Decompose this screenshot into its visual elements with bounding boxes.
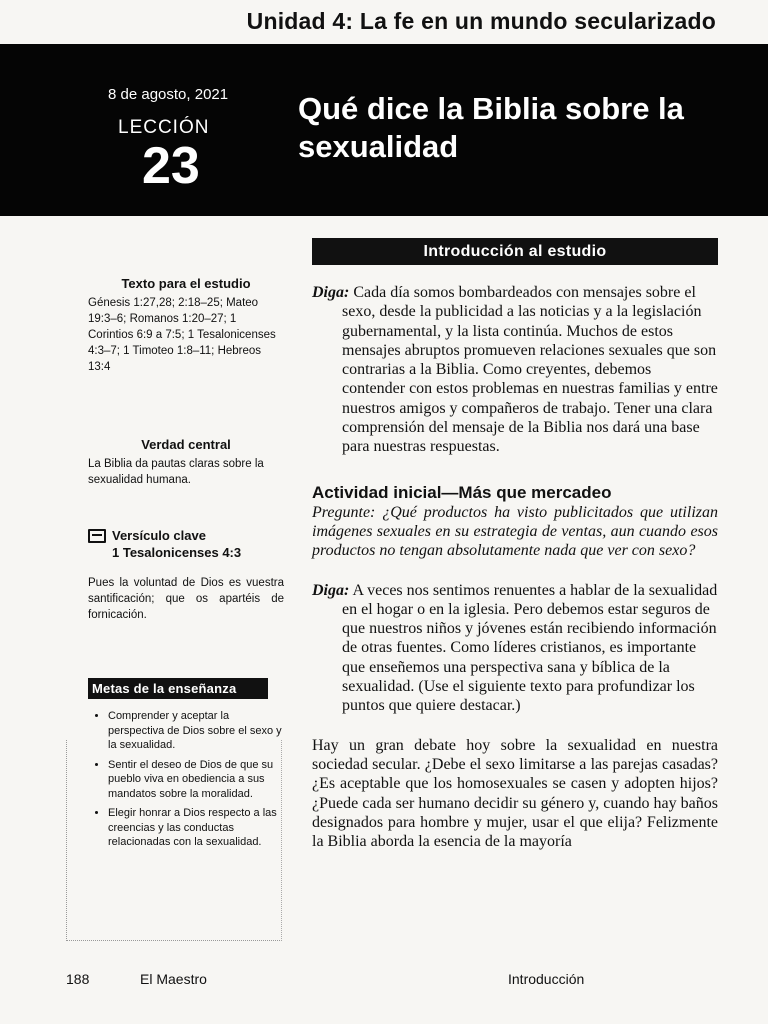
central-truth-heading: Verdad central bbox=[141, 437, 231, 452]
unit-title: Unidad 4: La fe en un mundo secularizado bbox=[246, 8, 716, 34]
goal-item: • Elegir honrar a Dios respecto a las creencias y las conductas relacionadas con la sexualidad. bbox=[108, 806, 286, 850]
key-verse-text: Pues la voluntad de Dios es vuestra santificación; que os apartéis de fornicación. bbox=[88, 577, 284, 621]
lesson-number: 23 bbox=[142, 137, 200, 195]
activity-heading: Actividad inicial—Más que mercadeo bbox=[312, 482, 612, 502]
intro-paragraph-text: Cada día somos bombardeados con mensajes sobre el sexo, desde la publicidad a las noticias y a la legislación gubernamental, y la lista continúa. Muchos de estos mensajes abruptos promueven relaciones sexuales que son contrarias a la Biblia. Como creyentes, debemos contender con estos problemas en nuestras familias y entre nuestros amigos y compañeros de trabajo. Tener una clara comprensión del mensaje de la Biblia nos dará una base para nuestras respuestas. bbox=[342, 284, 718, 456]
study-text-block bbox=[88, 276, 284, 375]
key-verse-block bbox=[88, 527, 284, 623]
central-truth-text: La Biblia da pautas claras sobre la sexualidad humana. bbox=[88, 458, 264, 486]
lesson-label: LECCIÓN bbox=[118, 117, 210, 138]
computer-icon bbox=[88, 529, 106, 543]
say-label: Diga: bbox=[312, 581, 350, 599]
lesson-date: 8 de agosto, 2021 bbox=[108, 86, 229, 103]
body-paragraph: Hay un gran debate hoy sobre la sexualidad en nuestra sociedad secular. ¿Debe el sexo limitarse a las parejas casadas? ¿Es aceptable que los homosexuales se casen y adopten hijos? ¿Puede cada ser humano decidir su género y, cuando hay baños designados para hombre y mujer, usar el que elija? Felizmente la Biblia aborda la esencia de la mayoría bbox=[312, 736, 718, 851]
study-text-heading: Texto para el estudio bbox=[121, 276, 251, 291]
key-verse-titles bbox=[112, 527, 241, 561]
goals-heading: Metas de la enseñanza bbox=[88, 678, 268, 699]
lesson-banner bbox=[0, 44, 768, 216]
footer-section: Introducción bbox=[508, 971, 585, 987]
intro-paragraph bbox=[312, 283, 718, 457]
say-label: Diga: bbox=[312, 284, 350, 301]
goal-item: • Comprender y aceptar la perspectiva de Dios sobre el sexo y la sexualidad. bbox=[108, 709, 286, 753]
say-paragraph-text: A veces nos sentimos renuentes a hablar de la sexualidad en el hogar o en la iglesia. Pero debemos estar seguros de que nuestros niños y jóvenes están recibiendo información de otras fuentes. Como líderes cristianos, es importante que enseñemos una perspectiva sana y bíblica de la sexualidad. (Use el siguiente texto para profundizar los puntos que quiere destacar.) bbox=[342, 581, 718, 715]
teaching-goals-block bbox=[88, 678, 286, 855]
lesson-title: Qué dice la Biblia sobre la sexualidad bbox=[298, 91, 684, 164]
main-column bbox=[312, 238, 718, 851]
key-verse-header bbox=[88, 527, 284, 561]
say-paragraph bbox=[312, 581, 718, 716]
activity-question: Pregunte: ¿Qué productos ha visto publicitados que utilizan imágenes sexuales en su estrategia de ventas, aun cuando esos productos no tengan absolutamente nada que ver con sexo? bbox=[312, 503, 718, 560]
key-verse-heading: Versículo clave bbox=[112, 528, 206, 543]
publication-name: El Maestro bbox=[140, 971, 207, 987]
page-number: 188 bbox=[66, 971, 90, 987]
section-heading: Introducción al estudio bbox=[312, 238, 718, 265]
goal-item: • Sentir el deseo de Dios de que su pueblo viva en obediencia a sus mandatos sobre la moralidad. bbox=[108, 758, 286, 802]
study-text-references: Génesis 1:27,28; 2:18–25; Mateo 19:3–6; Romanos 1:20–27; 1 Corintios 6:9 a 7:5; 1 Tesalonicenses 4:3–7; 1 Timoteo 1:8–11; Hebreos 13:4 bbox=[88, 297, 276, 373]
central-truth-block bbox=[88, 437, 284, 488]
key-verse-reference: 1 Tesalonicenses 4:3 bbox=[112, 545, 242, 560]
goals-list bbox=[88, 709, 286, 850]
